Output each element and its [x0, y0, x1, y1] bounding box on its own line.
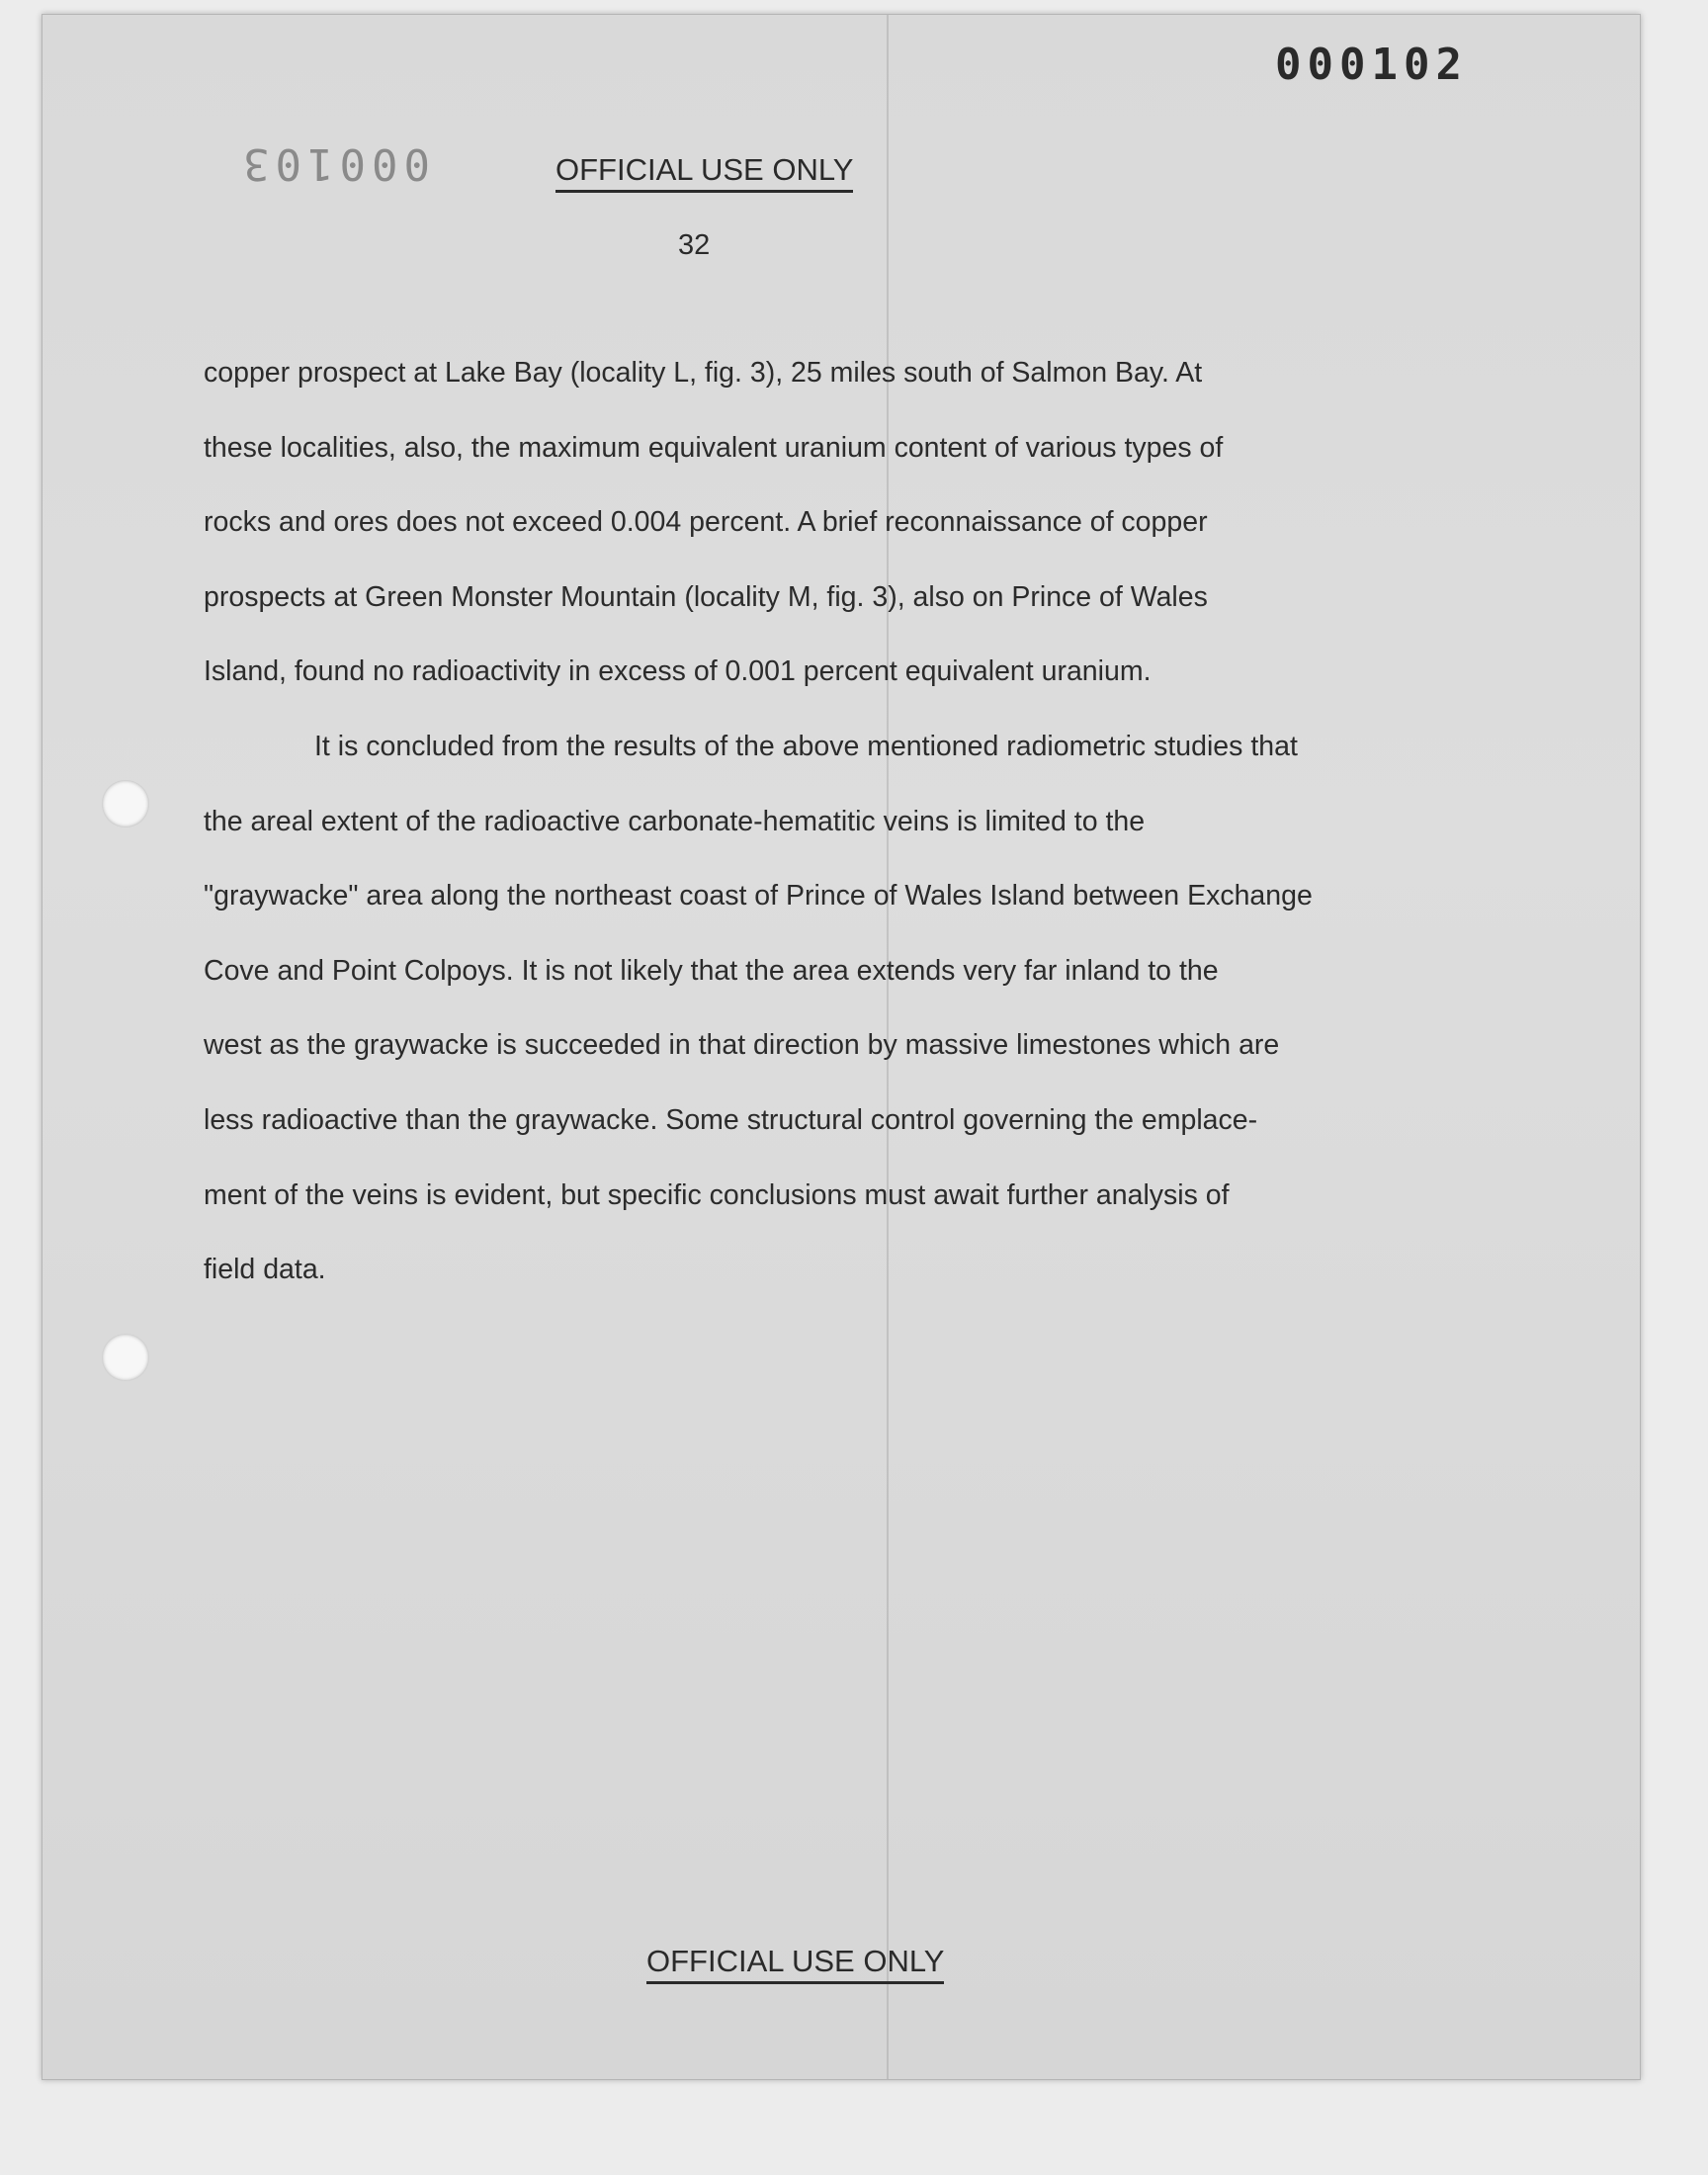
body-line: It is concluded from the results of the above mentioned radiometric studies that [314, 730, 1298, 762]
body-line: prospects at Green Monster Mountain (locality M, fig. 3), also on Prince of Wales [204, 580, 1208, 613]
body-line: these localities, also, the maximum equivalent uranium content of various types of [204, 431, 1224, 464]
body-line: "graywacke" area along the northeast coast of Prince of Wales Island between Exchange [204, 880, 1313, 913]
body-line: ment of the veins is evident, but specific conclusions must await further analysis of [204, 1178, 1230, 1211]
classification-header: OFFICIAL USE ONLY [555, 152, 853, 193]
body-line: less radioactive than the graywacke. Some structural control governing the emplace- [204, 1103, 1258, 1136]
body-line: rocks and ores does not exceed 0.004 percent. A brief reconnaissance of copper [204, 506, 1208, 539]
binding-hole-top [102, 780, 149, 827]
body-line: the areal extent of the radioactive carbonate-hematitic veins is limited to the [204, 805, 1146, 837]
binding-hole-bottom [102, 1334, 149, 1381]
page-serial-stamp: 000102 [1275, 40, 1468, 90]
body-line: Cove and Point Colpoys. It is not likely that the area extends very far inland to the [204, 954, 1219, 987]
body-line: field data. [204, 1254, 326, 1286]
page-number: 32 [678, 229, 711, 261]
body-line: Island, found no radioactivity in excess of 0.001 percent equivalent uranium. [204, 655, 1152, 688]
inverted-serial-stamp: 000103 [237, 138, 430, 189]
classification-footer: OFFICIAL USE ONLY [646, 1944, 944, 1984]
body-line: west as the graywacke is succeeded in that direction by massive limestones which are [204, 1029, 1280, 1062]
body-text [204, 336, 1508, 1308]
body-line: copper prospect at Lake Bay (locality L, fig. 3), 25 miles south of Salmon Bay. At [204, 357, 1203, 389]
